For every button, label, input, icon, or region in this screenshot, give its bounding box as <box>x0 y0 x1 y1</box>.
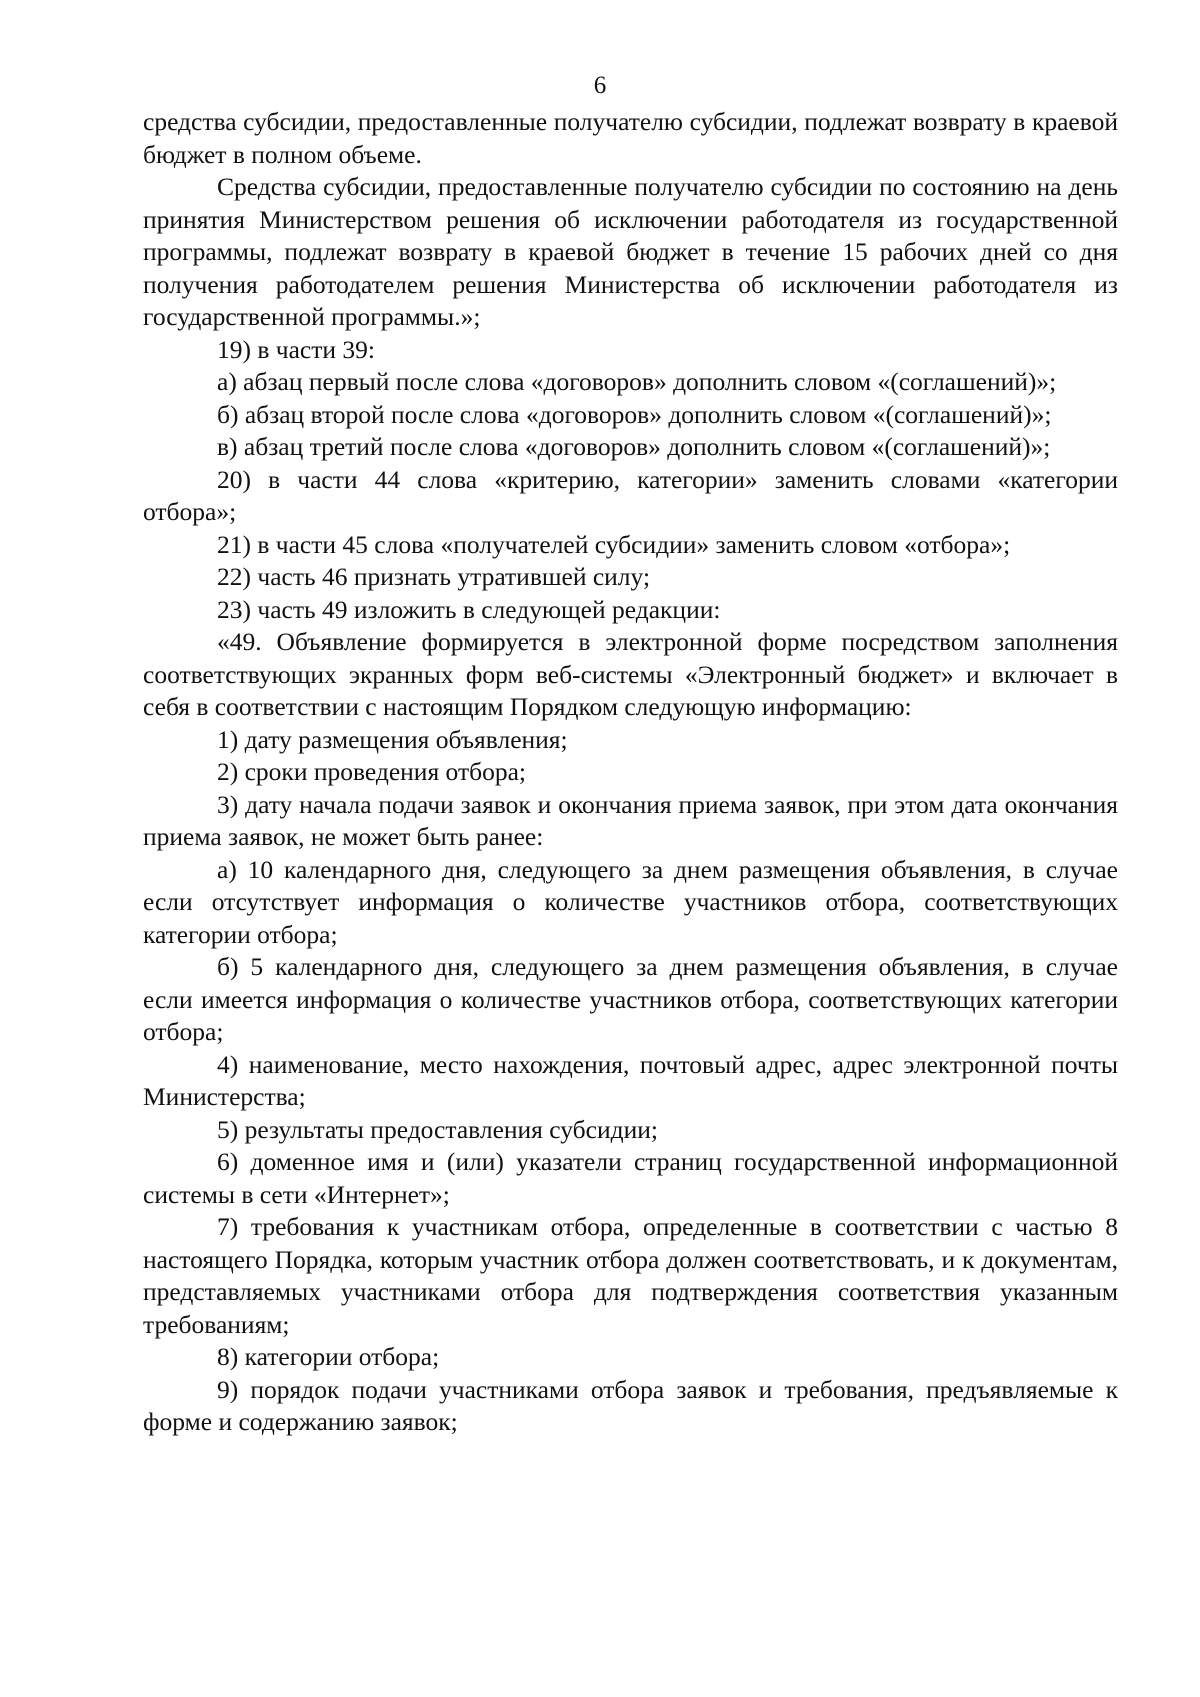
paragraph: 8) категории отбора; <box>217 1342 440 1371</box>
paragraph: 22) часть 46 признать утратившей силу; <box>217 562 651 591</box>
paragraph: 20) в части 44 слова «критерию, категории» заменить словами «категории отбора»; <box>143 464 1118 526</box>
document-body <box>143 106 1118 1439</box>
paragraph: средства субсидии, предоставленные получателю субсидии, подлежат возврату в краевой бюджет в полном объеме. <box>143 107 1118 169</box>
paragraph: 21) в части 45 слова «получателей субсидии» заменить словом «отбора»; <box>217 529 1011 559</box>
paragraph: 7) требования к участникам отбора, определенные в соответствии с частью 8 настоящего Порядка, которым участник отбора должен соответствовать, и к документам, представляемых участниками отбора для подтверждения соответствия указанным требованиям; <box>143 1212 1118 1339</box>
paragraph: 23) часть 49 изложить в следующей редакции: <box>217 594 721 624</box>
paragraph: 3) дату начала подачи заявок и окончания приема заявок, при этом дата окончания приема заявок, не может быть ранее: <box>143 789 1118 851</box>
paragraph: в) абзац третий после слова «договоров» дополнить словом «(соглашений)»; <box>217 432 1051 461</box>
paragraph: Средства субсидии, предоставленные получателю субсидии по состоянию на день принятия Министерством решения об исключении работодателя из государственной программы, подлежат возврату в краевой бюджет в течение 15 рабочих дней со дня получения работодателем решения Министерства об исключении работодателя из государственной программы.»; <box>143 172 1118 331</box>
paragraph: 5) результаты предоставления субсидии; <box>217 1114 658 1144</box>
paragraph: 1) дату размещения объявления; <box>217 724 568 754</box>
paragraph: 6) доменное имя и (или) указатели страниц государственной информационной системы в сети «Интернет»; <box>143 1147 1118 1209</box>
paragraph: б) абзац второй после слова «договоров» дополнить словом «(соглашений)»; <box>217 399 1052 429</box>
paragraph: а) абзац первый после слова «договоров» дополнить словом «(соглашений)»; <box>217 367 1057 396</box>
paragraph: 19) в части 39: <box>217 334 375 364</box>
paragraph: 2) сроки проведения отбора; <box>217 757 526 786</box>
paragraph: 9) порядок подачи участниками отбора заявок и требования, предъявляемые к форме и содержанию заявок; <box>143 1374 1118 1436</box>
paragraph: б) 5 календарного дня, следующего за днем размещения объявления, в случае если имеется информация о количестве участников отбора, соответствующих категории отбора; <box>143 952 1118 1046</box>
paragraph: а) 10 календарного дня, следующего за днем размещения объявления, в случае если отсутствует информация о количестве участников отбора, соответствующих категории отбора; <box>143 854 1118 949</box>
paragraph: 4) наименование, место нахождения, почтовый адрес, адрес электронной почты Министерства; <box>143 1049 1118 1111</box>
page-number: 6 <box>593 72 607 99</box>
paragraph: «49. Объявление формируется в электронной форме посредством заполнения соответствующих экранных форм веб-системы «Электронный бюджет» и включает в себя в соответствии с настоящим Порядком следующую информацию: <box>143 627 1118 721</box>
